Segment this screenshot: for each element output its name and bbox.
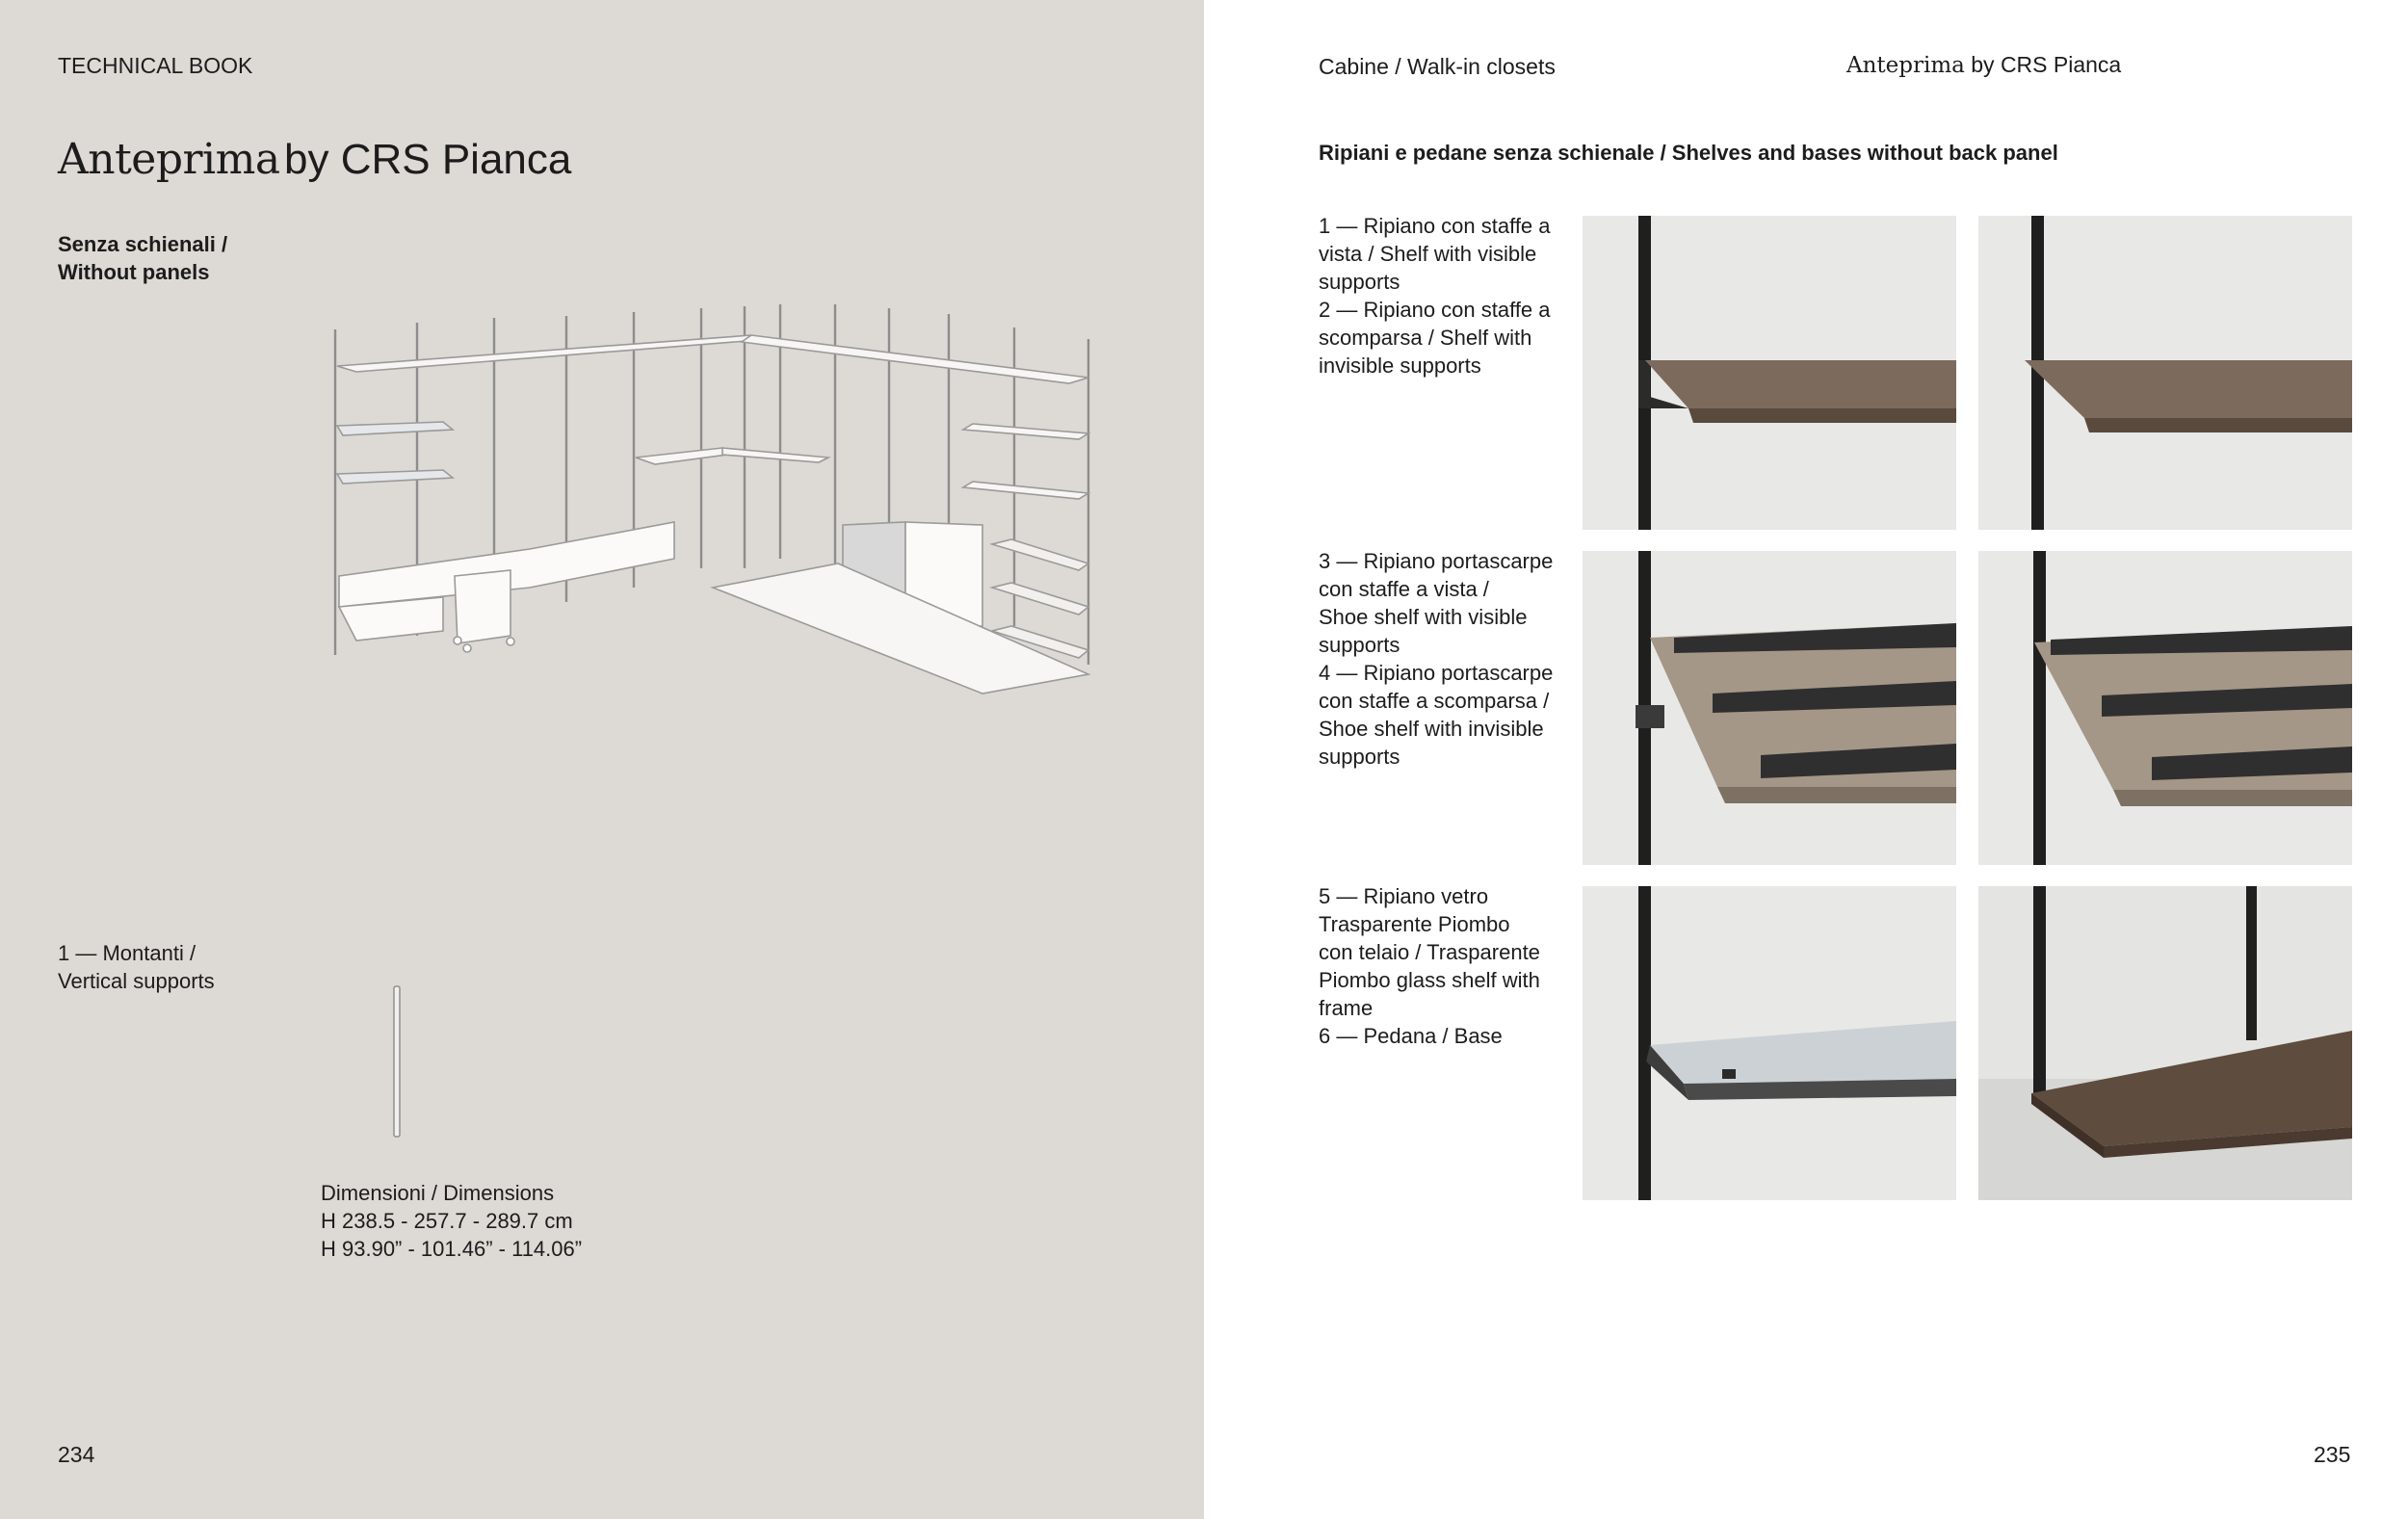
title-sans: by CRS Pianca: [284, 136, 572, 183]
page-number-left: 234: [58, 1442, 95, 1467]
dimensions-text: Dimensioni / Dimensions H 238.5 - 257.7 - 289.7 cm H 93.90” - 101.46” - 114.06”: [321, 1181, 583, 1261]
item-group-1: 1 — Ripiano con staffe a vista / Shelf with visible supports 2 — Ripiano con staffe a scomparsa / Shelf with invisible supports: [1319, 214, 1551, 378]
section-title: Ripiani e pedane senza schienale / Shelves and bases without back panel: [1319, 141, 2058, 165]
brand-serif: Anteprima: [1846, 53, 1965, 78]
closet-illustration: [318, 270, 1108, 703]
page-title: [58, 135, 571, 184]
title-serif: Anteprima: [58, 135, 280, 184]
photo-base: [1978, 886, 2352, 1200]
category-label: Cabine / Walk-in closets: [1319, 54, 1556, 79]
photo-shoe-shelf-invisible-supports: [1978, 551, 2352, 865]
item-group-3: 5 — Ripiano vetro Trasparente Piombo con telaio / Trasparente Piombo glass shelf with frame 6 — Pedana / Base: [1319, 884, 1540, 1048]
component-label: 1 — Montanti / Vertical supports: [58, 941, 215, 993]
item-group-2: 3 — Ripiano portascarpe con staffe a vista / Shoe shelf with visible supports 4 — Ripiano portascarpe con staffe a scomparsa / Shoe shelf with invisible supports: [1319, 549, 1554, 769]
header-technical-book: TECHNICAL BOOK: [58, 53, 253, 78]
photo-shoe-shelf-visible-supports: [1583, 551, 1956, 865]
photo-shelf-invisible-supports: [1978, 216, 2352, 530]
photo-shelf-visible-supports: [1583, 216, 1956, 530]
right-page: [1204, 0, 2408, 1519]
upright-drawing: [385, 982, 408, 1141]
subtitle: Senza schienali / Without panels: [58, 232, 228, 284]
photo-glass-shelf-frame: [1583, 886, 1956, 1200]
brand-sans: by CRS Pianca: [1971, 52, 2122, 77]
page-number-right: 235: [2314, 1442, 2351, 1467]
brand-header: [1846, 52, 2121, 78]
